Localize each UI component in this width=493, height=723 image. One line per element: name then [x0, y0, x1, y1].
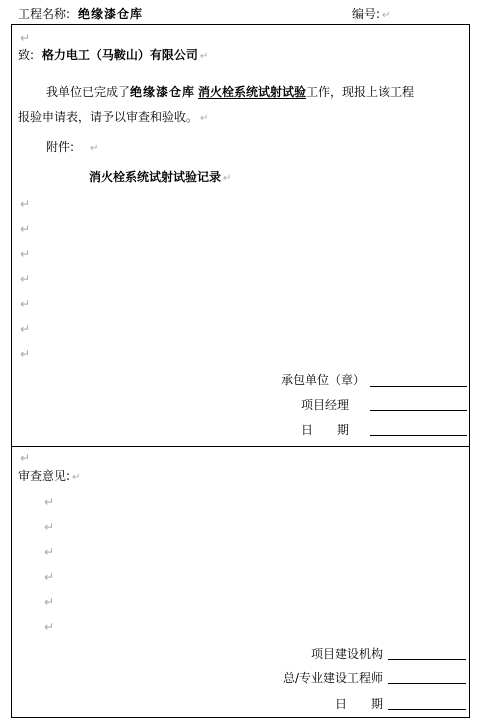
review-section — [11, 446, 470, 718]
return-mark: ↵ — [20, 247, 31, 261]
body-line-1 — [46, 83, 414, 101]
project-name-row — [18, 6, 143, 22]
return-mark: ↵ — [20, 322, 31, 336]
engineer-label: 总/专业建设工程师 — [282, 671, 383, 685]
number-row — [352, 6, 390, 24]
report-section — [11, 24, 470, 447]
return-mark: ↵ — [20, 347, 31, 361]
body-prefix: 我单位已完成了 — [46, 85, 131, 99]
project-label: 工程名称: — [18, 7, 71, 21]
return-mark: ↵ — [20, 197, 31, 211]
attachment-item — [89, 168, 231, 188]
return-mark: ↵ — [20, 272, 31, 286]
return-mark: ↵ — [44, 545, 55, 559]
body-line-2 — [18, 108, 208, 128]
return-mark: ↵ — [20, 451, 31, 465]
to-company: 格力电工（马鞍山）有限公司 — [41, 48, 198, 62]
attachment-row — [46, 138, 98, 158]
review-date-label: 日 期 — [334, 697, 383, 711]
return-mark: ↵ — [200, 113, 209, 124]
return-mark: ↵ — [72, 472, 81, 483]
return-mark: ↵ — [199, 51, 209, 62]
opinion-row — [18, 467, 80, 487]
return-mark: ↵ — [44, 570, 55, 584]
project-manager-label: 项目经理 — [300, 398, 349, 412]
to-label: 致: — [18, 48, 35, 62]
body-suffix: 工作，现报上该工程 — [306, 85, 415, 99]
return-mark: ↵ — [20, 31, 31, 45]
opinion-label: 审查意见: — [18, 469, 71, 483]
return-mark: ↵ — [44, 520, 55, 534]
body-work: 消火栓系统试射试验 — [198, 85, 307, 99]
return-mark: ↵ — [44, 495, 55, 509]
return-mark: ↵ — [44, 620, 55, 634]
return-mark: ↵ — [20, 297, 31, 311]
body-line2-text: 报验申请表，请予以审查和验收。 — [18, 110, 199, 124]
return-mark: ↵ — [382, 10, 391, 21]
project-manager-line — [370, 410, 467, 411]
number-label: 编号: — [352, 7, 381, 21]
return-mark: ↵ — [44, 595, 55, 609]
construction-agency-label: 项目建设机构 — [310, 647, 383, 661]
review-date-line — [388, 709, 466, 710]
project-name: 绝缘漆仓库 — [78, 7, 144, 21]
report-date-label: 日 期 — [300, 423, 349, 437]
return-mark: ↵ — [223, 173, 232, 184]
report-date-line — [370, 435, 467, 436]
construction-agency-line — [388, 659, 466, 660]
contractor-signature-label: 承包单位（章） — [280, 373, 365, 387]
contractor-signature-line — [370, 386, 467, 387]
attachment-item-text: 消火栓系统试射试验记录 — [89, 170, 222, 184]
return-mark: ↵ — [20, 222, 31, 236]
addressee-row — [18, 46, 208, 66]
body-project: 绝缘漆仓库 — [130, 85, 196, 99]
attachment-label: 附件: — [46, 140, 75, 154]
return-mark: ↵ — [90, 143, 99, 154]
engineer-line — [388, 683, 466, 684]
